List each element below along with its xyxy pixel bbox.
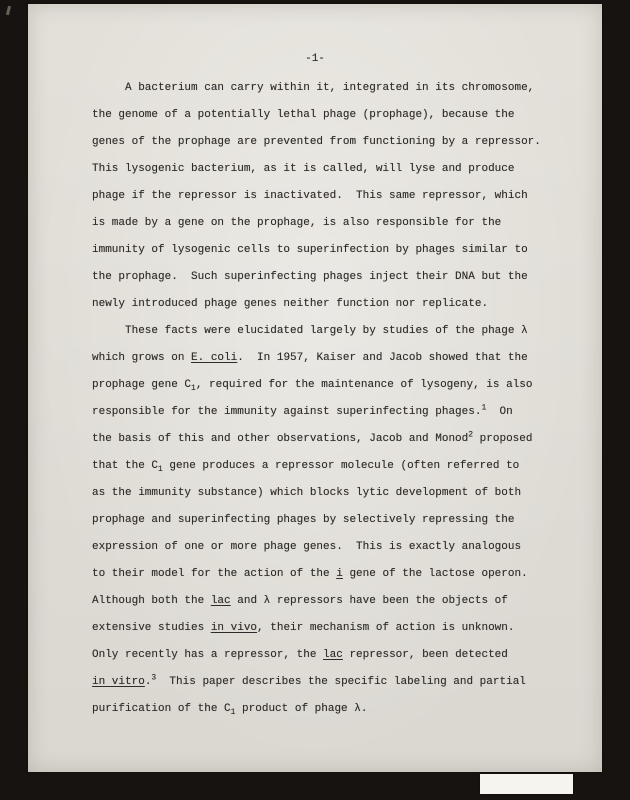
pen-mark <box>6 6 11 15</box>
text-segment: the prophage. Such superinfecting phages inject their DNA but the <box>92 271 528 283</box>
text-line <box>92 696 562 723</box>
document-body <box>92 75 562 723</box>
text-segment: . In 1957, Kaiser and Jacob showed that the <box>237 352 528 364</box>
archive-sticker <box>480 774 573 794</box>
text-segment: newly introduced phage genes neither function nor replicate. <box>92 298 489 310</box>
underlined-text: lac <box>323 649 343 661</box>
text-segment: the genome of a potentially lethal phage (prophage), because the <box>92 109 515 121</box>
text-segment: that the C <box>92 460 159 472</box>
text-segment: gene produces a repressor molecule (often referred to <box>162 460 520 472</box>
underlined-text: lac <box>210 595 231 607</box>
document-content <box>28 4 602 723</box>
subscript: 1 <box>191 384 196 394</box>
text-line <box>92 345 562 372</box>
text-segment: extensive studies <box>92 622 211 634</box>
text-segment: the basis of this and other observations, Jacob and Monod <box>92 433 469 445</box>
text-segment: as the immunity substance) which blocks lytic development of both <box>92 487 522 499</box>
text-segment: proposed <box>473 433 533 445</box>
text-segment: These facts were elucidated largely by studies of the phage λ <box>92 325 528 337</box>
superscript: 1 <box>481 403 487 413</box>
text-segment: This paper describes the specific labeling and partial <box>156 676 526 688</box>
text-line <box>92 588 562 615</box>
text-line <box>92 561 562 588</box>
text-line <box>92 534 562 561</box>
text-segment: repressor, been detected <box>342 649 508 661</box>
text-segment: and λ repressors have been the objects of <box>230 595 508 607</box>
text-segment: purification of the C <box>92 703 231 715</box>
text-line <box>92 399 562 426</box>
text-segment: which grows on <box>92 352 192 364</box>
text-segment: Although both the <box>92 595 211 607</box>
text-line <box>92 129 562 156</box>
text-line <box>92 291 562 318</box>
text-segment: genes of the prophage are prevented from functioning by a repressor. <box>92 136 541 148</box>
superscript: 3 <box>151 673 157 683</box>
text-segment: gene of the lactose operon. <box>342 568 528 580</box>
text-line <box>92 507 562 534</box>
text-line <box>92 669 562 696</box>
underlined-text: in vitro <box>92 676 145 688</box>
text-line <box>92 210 562 237</box>
text-segment: is made by a gene on the prophage, is also responsible for the <box>92 217 502 229</box>
underlined-text: in vivo <box>210 622 258 634</box>
text-segment: This lysogenic bacterium, as it is called, will lyse and produce <box>92 163 515 175</box>
text-line <box>92 102 562 129</box>
text-line <box>92 615 562 642</box>
text-line <box>92 183 562 210</box>
text-line <box>92 642 562 669</box>
text-line <box>92 156 562 183</box>
document-page <box>28 4 602 772</box>
text-segment: product of phage λ. <box>235 703 368 715</box>
text-segment: A bacterium can carry within it, integrated in its chromosome, <box>92 82 535 94</box>
text-segment: , required for the maintenance of lysogeny, is also <box>195 379 533 391</box>
underlined-text: E. coli <box>191 352 238 364</box>
text-line <box>92 372 562 399</box>
text-segment: responsible for the immunity against superinfecting phages. <box>92 406 482 418</box>
underlined-text: i <box>336 568 343 580</box>
subscript: 1 <box>158 465 163 475</box>
text-line <box>92 480 562 507</box>
text-segment: phage if the repressor is inactivated. This same repressor, which <box>92 190 528 202</box>
text-line <box>92 426 562 453</box>
text-segment: expression of one or more phage genes. This is exactly analogous <box>92 541 522 553</box>
text-segment: to their model for the action of the <box>92 568 337 580</box>
text-segment: immunity of lysogenic cells to superinfection by phages similar to <box>92 244 528 256</box>
text-segment: . <box>144 676 152 688</box>
text-segment: prophage gene C <box>92 379 192 391</box>
text-segment: , their mechanism of action is unknown. <box>257 622 515 634</box>
text-line <box>92 75 562 102</box>
text-segment: prophage and superinfecting phages by selectively repressing the <box>92 514 515 526</box>
text-segment: On <box>486 406 513 418</box>
page-number: -1- <box>305 53 325 65</box>
text-segment: Only recently has a repressor, the <box>92 649 324 661</box>
superscript: 2 <box>468 430 474 440</box>
text-line <box>92 453 562 480</box>
text-line <box>92 264 562 291</box>
text-line <box>92 318 562 345</box>
subscript: 1 <box>230 708 236 718</box>
text-line <box>92 237 562 264</box>
